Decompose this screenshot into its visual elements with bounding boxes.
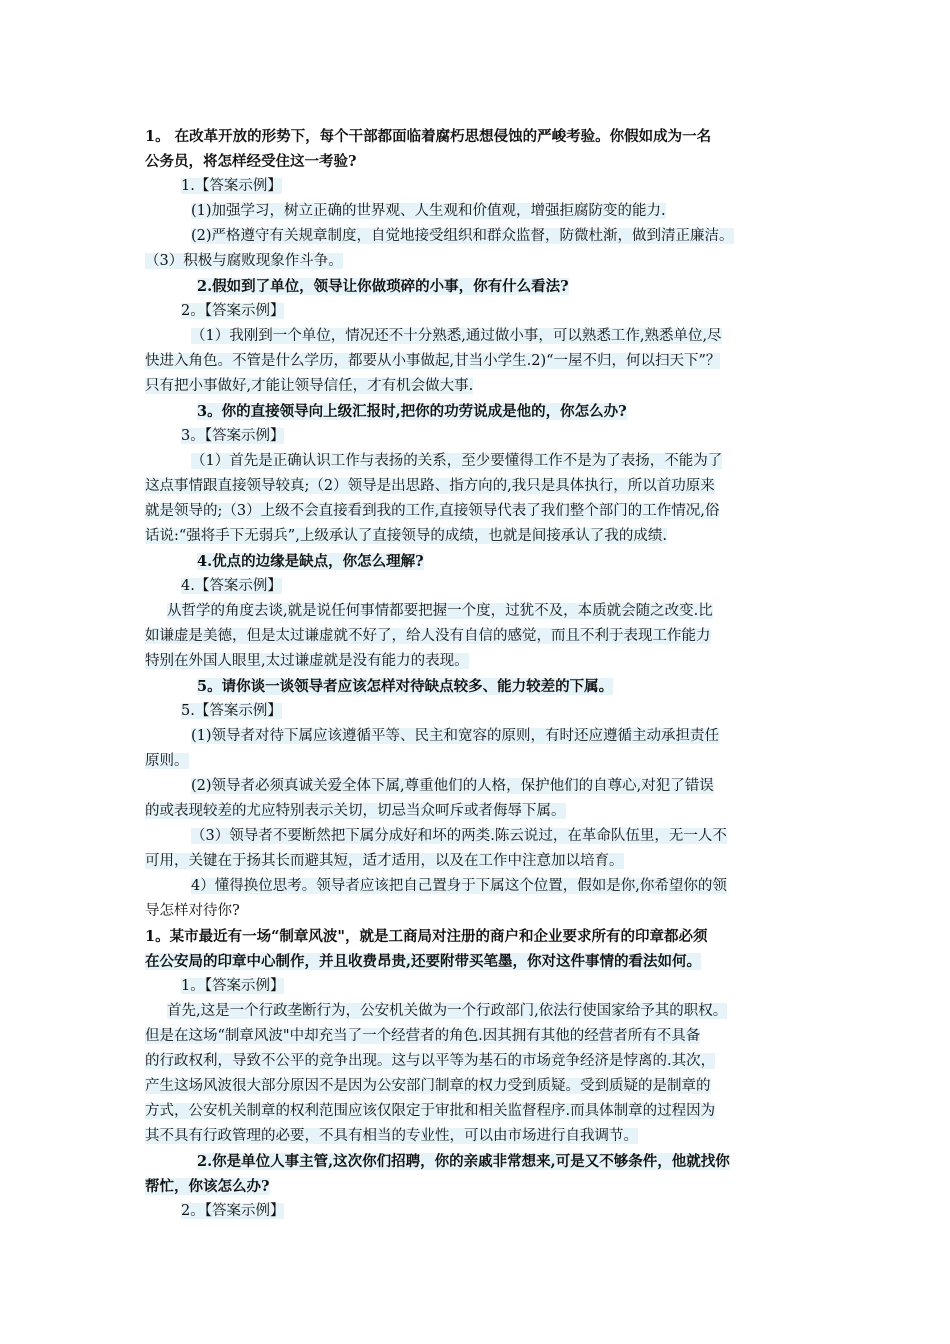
line-text: 在公安局的印章中心制作，并且收费昂贵,还要附带买笔墨，你对这件事情的看法如何。 <box>145 953 702 970</box>
line-text: 2。【答案示例】 <box>181 1203 285 1219</box>
question-line <box>145 924 820 949</box>
answer-line <box>145 599 820 624</box>
answer-line <box>145 349 820 374</box>
line-text: 的行政权利，导致不公平的竞争出现。这与以平等为基石的市场竞争经济是悖离的.其次， <box>145 1053 716 1069</box>
line-text: (1)加强学习，树立正确的世界观、人生观和价值观，增强拒腐防变的能力. <box>191 203 666 219</box>
answer-line <box>145 1124 820 1149</box>
line-text: 4.【答案示例】 <box>181 578 282 594</box>
line-text: 帮忙，你该怎么办? <box>145 1178 270 1195</box>
line-text: 5。请你谈一谈领导者应该怎样对待缺点较多、能力较差的下属。 <box>197 678 614 695</box>
line-text: 但是在这场“制章风波"中却充当了一个经营者的角色.因其拥有其他的经营者所有不具备 <box>145 1028 701 1044</box>
line-text: 其不具有行政管理的必要，不具有相当的专业性，可以由市场进行自我调节。 <box>145 1128 638 1144</box>
answer-line <box>145 499 820 524</box>
line-text: 1.【答案示例】 <box>181 178 282 194</box>
answer-line <box>145 699 820 724</box>
line-text: 1。某市最近有一场“制章风波"，就是工商局对注册的商户和企业要求所有的印章都必须 <box>145 928 708 945</box>
answer-line <box>145 849 820 874</box>
line-text: （3）积极与腐败现象作斗争。 <box>145 253 343 269</box>
question-line <box>145 949 820 974</box>
line-text: 原则。 <box>145 753 189 769</box>
answer-line <box>145 649 820 674</box>
question-line <box>145 399 820 424</box>
line-text: 2.你是单位人事主管,这次你们招聘，你的亲戚非常想来,可是又不够条件，他就找你 <box>197 1153 730 1170</box>
line-text: （3）领导者不要断然把下属分成好和坏的两类.陈云说过，在革命队伍里，无一人不 <box>191 828 727 844</box>
answer-line <box>145 799 820 824</box>
question-line <box>145 124 820 149</box>
answer-line <box>145 374 820 399</box>
line-text: 特别在外国人眼里,太过谦虚就是没有能力的表现。 <box>145 653 469 669</box>
line-text: 3。【答案示例】 <box>181 428 285 444</box>
line-text: (2)严格遵守有关规章制度，自觉地接受组织和群众监督，防微杜渐，做到清正廉洁。 <box>191 228 734 244</box>
answer-line <box>145 749 820 774</box>
line-text: (2)领导者必须真诚关爱全体下属,尊重他们的人格，保护他们的自尊心,对犯了错误 <box>191 778 714 794</box>
answer-line <box>145 249 820 274</box>
line-text: 快进入角色。不管是什么学历，都要从小事做起,甘当小学生.2)“一屋不归，何以扫天下”？ <box>145 353 721 369</box>
line-text: 如谦虚是美德，但是太过谦虚就不好了，给人没有自信的感觉，而且不利于表现工作能力 <box>145 628 711 644</box>
answer-line <box>145 174 820 199</box>
answer-line <box>145 999 820 1024</box>
answer-line <box>145 774 820 799</box>
answer-line <box>145 449 820 474</box>
answer-line <box>145 1024 820 1049</box>
line-text: 4.优点的边缘是缺点，你怎么理解? <box>197 553 424 570</box>
answer-line <box>145 724 820 749</box>
answer-line <box>145 524 820 549</box>
question-line <box>145 149 820 174</box>
line-text: 导怎样对待你? <box>145 903 240 919</box>
answer-line <box>145 1049 820 1074</box>
line-text: 只有把小事做好,才能让领导信任，才有机会做大事. <box>145 378 474 394</box>
line-text: 3。你的直接领导向上级汇报时,把你的功劳说成是他的，你怎么办? <box>197 403 627 420</box>
question-line <box>145 549 820 574</box>
line-text: 1。 在改革开放的形势下，每个干部都面临着腐朽思想侵蚀的严峻考验。你假如成为一名 <box>145 128 712 145</box>
answer-line <box>145 299 820 324</box>
line-text: 1。【答案示例】 <box>181 978 285 994</box>
line-text: 这点事情跟直接领导较真;（2）领导是出思路、指方向的,我只是具体执行，所以首功原来 <box>145 478 715 494</box>
line-text: 2.假如到了单位，领导让你做琐碎的小事，你有什么看法? <box>197 278 569 295</box>
line-text: 就是领导的;（3）上级不会直接看到我的工作,直接领导代表了我们整个部门的工作情况,俗 <box>145 503 720 519</box>
answer-line <box>145 474 820 499</box>
answer-line <box>145 199 820 224</box>
line-text: 首先,这是一个行政垄断行为，公安机关做为一个行政部门,依法行使国家给予其的职权。 <box>167 1003 728 1019</box>
question-line <box>145 1149 820 1174</box>
line-text: 2。【答案示例】 <box>181 303 285 319</box>
answer-line <box>145 324 820 349</box>
line-text: 可用，关键在于扬其长而避其短，适才适用，以及在工作中注意加以培育。 <box>145 853 624 869</box>
answer-line <box>145 424 820 449</box>
line-text: 4）懂得换位思考。领导者应该把自己置身于下属这个位置，假如是你,你希望你的领 <box>191 878 727 894</box>
line-text: （1）首先是正确认识工作与表扬的关系，至少要懂得工作不是为了表扬，不能为了 <box>191 453 723 469</box>
answer-line <box>145 1099 820 1124</box>
question-line <box>145 1174 820 1199</box>
answer-line <box>145 874 820 899</box>
answer-line <box>145 624 820 649</box>
answer-line <box>145 974 820 999</box>
line-text: 5.【答案示例】 <box>181 703 282 719</box>
line-text: 公务员，将怎样经受住这一考验? <box>145 153 357 170</box>
line-text: 话说:“强将手下无弱兵”,上级承认了直接领导的成绩，也就是间接承认了我的成绩. <box>145 528 667 544</box>
answer-line <box>145 1074 820 1099</box>
answer-line <box>145 899 820 924</box>
question-line <box>145 274 820 299</box>
line-text: 产生这场风波很大部分原因不是因为公安部门制章的权力受到质疑。受到质疑的是制章的 <box>145 1078 711 1094</box>
answer-line <box>145 574 820 599</box>
answer-line <box>145 824 820 849</box>
answer-line <box>145 1199 820 1224</box>
question-line <box>145 674 820 699</box>
line-text: 从哲学的角度去谈,就是说任何事情都要把握一个度，过犹不及，本质就会随之改变.比 <box>167 603 713 619</box>
line-text: 的或表现较差的尤应特别表示关切，切忌当众呵斥或者侮辱下属。 <box>145 803 566 819</box>
answer-line <box>145 224 820 249</box>
line-text: 方式，公安机关制章的权利范围应该仅限定于审批和相关监督程序.而具体制章的过程因为 <box>145 1103 716 1119</box>
line-text: （1）我刚到一个单位，情况还不十分熟悉,通过做小事，可以熟悉工作,熟悉单位,尽 <box>191 328 722 344</box>
line-text: (1)领导者对待下属应该遵循平等、民主和宽容的原则，有时还应遵循主动承担责任 <box>191 728 720 744</box>
